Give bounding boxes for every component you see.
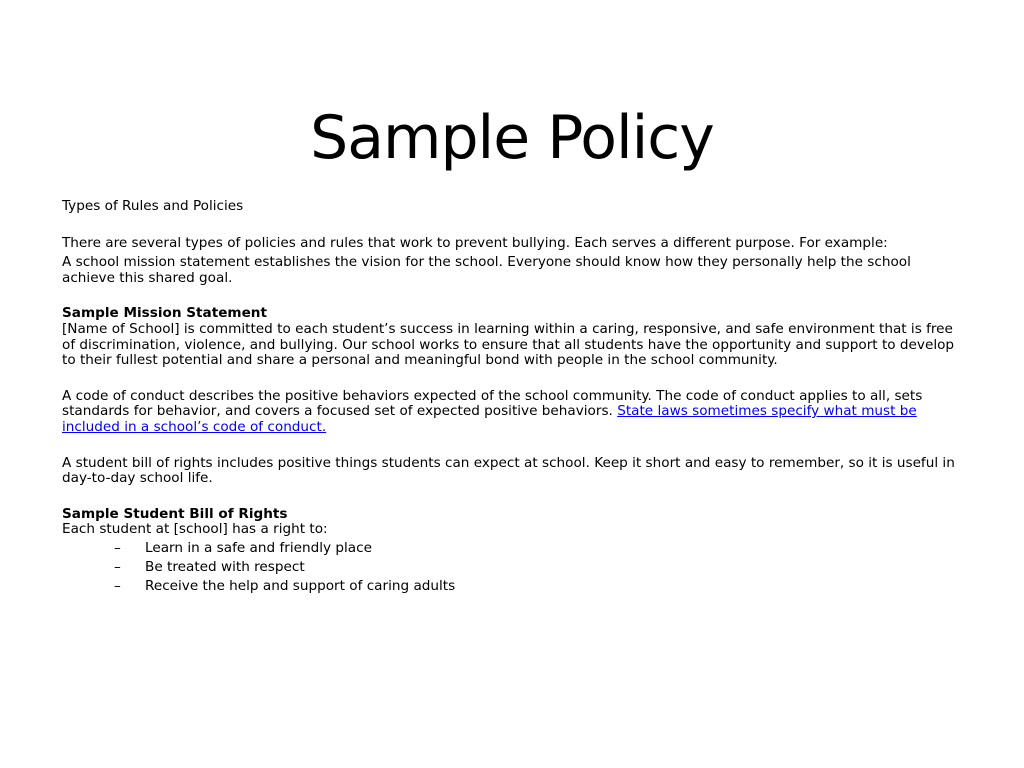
dash-bullet: –: [114, 539, 121, 556]
code-of-conduct-paragraph: [62, 389, 967, 436]
state-laws-link[interactable]: State laws sometimes specify what must be included in a school’s code of conduct.: [62, 403, 917, 435]
mission-heading: Sample Mission Statement: [62, 305, 267, 322]
dash-bullet: –: [114, 559, 121, 575]
bill-of-rights-heading: Sample Student Bill of Rights: [62, 505, 288, 522]
list-item: [62, 560, 967, 576]
mission-statement-text: [Name of School] is committed to each student’s success in learning within a caring, responsive, and safe environment that is free of discrimination, violence, and bullying. Our school works to ensure that all students have the opportunity and support to develop to their fullest potential and share a personal and meaningful bond with people in the school community.: [62, 320, 955, 369]
right-text: Learn in a safe and friendly place: [145, 539, 372, 556]
dash-bullet: –: [114, 578, 121, 595]
right-text: Be treated with respect: [145, 559, 305, 575]
slide-title: Sample Policy: [310, 103, 714, 174]
slide-content: [62, 199, 967, 598]
intro-paragraph: There are several types of policies and rules that work to prevent bullying. Each serves a different purpose. For example:: [62, 234, 888, 251]
right-text: Receive the help and support of caring adults: [145, 578, 456, 595]
code-of-conduct-text: A code of conduct describes the positive behaviors expected of the school community. The code of conduct applies to all, sets standards for behavior, and covers a focused set of expected positive behaviors.: [62, 387, 923, 420]
bill-of-rights-description: A student bill of rights includes positive things students can expect at school. Keep it short and easy to remember, so it is useful in day-to-day school life.: [62, 454, 955, 487]
list-item: [62, 541, 967, 557]
list-item: [62, 579, 967, 595]
bill-of-rights-intro: Each student at [school] has a right to:: [62, 521, 328, 538]
subheading-types-of-rules: Types of Rules and Policies: [62, 198, 244, 214]
rights-list: [62, 541, 967, 595]
mission-description: A school mission statement establishes the vision for the school. Everyone should know how they personally help the school achieve this shared goal.: [62, 254, 911, 286]
